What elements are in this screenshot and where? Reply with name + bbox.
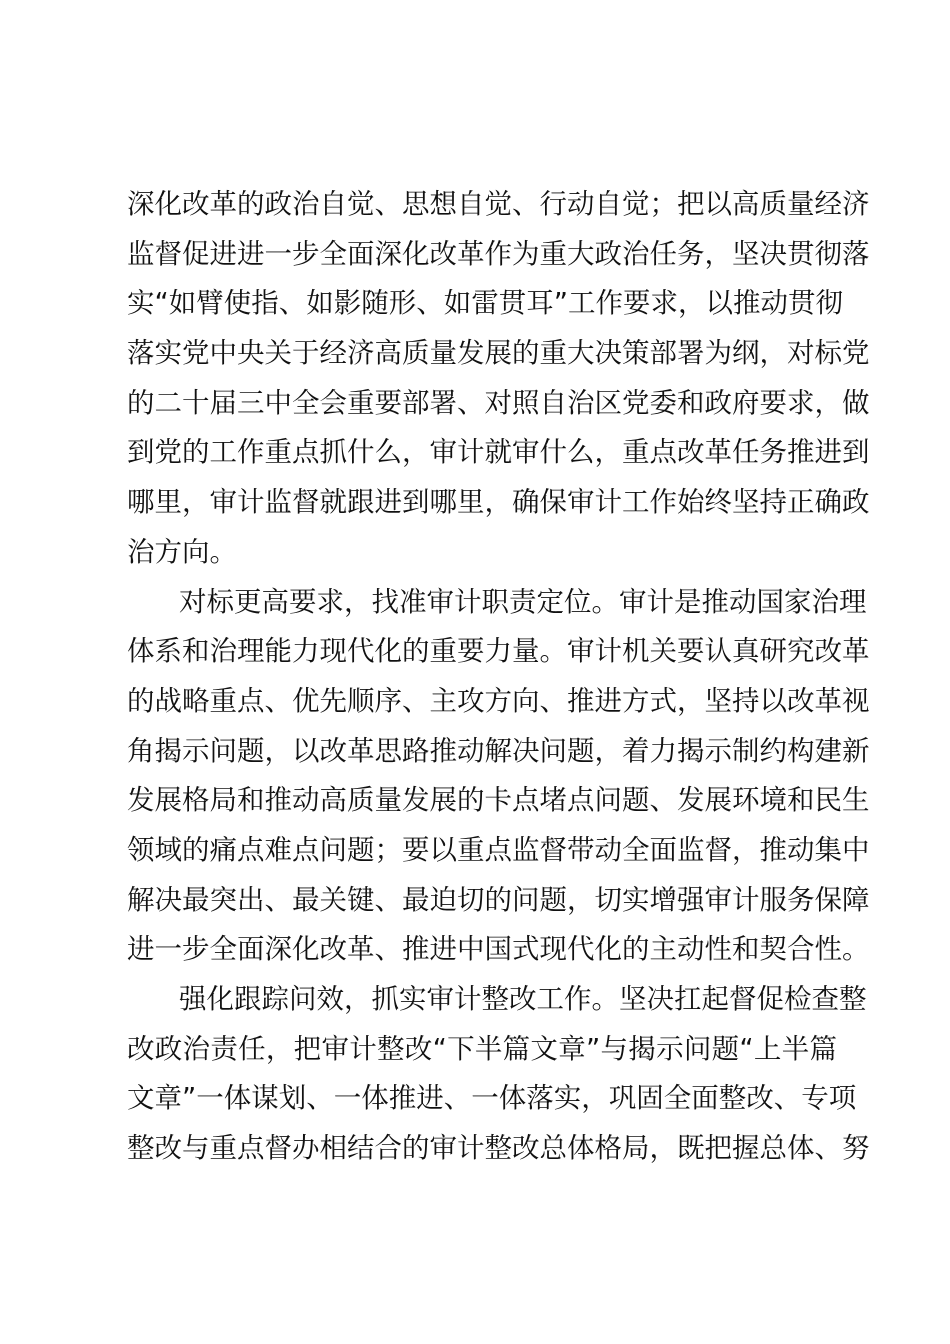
text-line: 文章”一体谋划、一体推进、一体落实，巩固全面整改、专项 [127,1082,857,1115]
paragraph-first-line: 对标更高要求，找准审计职责定位。审计是推动国家治理 [179,585,867,618]
text-line: 进一步全面深化改革、推进中国式现代化的主动性和契合性。 [127,933,870,966]
text-line: 监督促进进一步全面深化改革作为重大政治任务，坚决贯彻落 [127,237,870,270]
text-line: 改政治责任，把审计整改“下半篇文章”与揭示问题“上半篇 [127,1032,837,1065]
text-line: 治方向。 [127,535,237,568]
text-line: 到党的工作重点抓什么，审计就审什么，重点改革任务推进到 [127,436,870,469]
text-line: 领域的痛点难点问题；要以重点监督带动全面监督，推动集中 [127,833,870,866]
text-line: 落实党中央关于经济高质量发展的重大决策部署为纲，对标党 [127,337,870,370]
text-line: 角揭示问题，以改革思路推动解决问题，着力揭示制约构建新 [127,734,870,767]
text-line: 实“如臂使指、如影随形、如雷贯耳”工作要求，以推动贯彻 [127,287,843,320]
text-line: 整改与重点督办相结合的审计整改总体格局，既把握总体、努 [127,1132,870,1165]
body-text [127,180,870,1174]
text-line: 体系和治理能力现代化的重要力量。审计机关要认真研究改革 [127,635,870,668]
text-line: 深化改革的政治自觉、思想自觉、行动自觉；把以高质量经济 [127,188,870,220]
text-line: 的二十届三中全会重要部署、对照自治区党委和政府要求，做 [127,386,870,419]
text-line: 解决最突出、最关键、最迫切的问题，切实增强审计服务保障 [127,883,870,916]
text-line: 的战略重点、优先顺序、主攻方向、推进方式，坚持以改革视 [127,684,870,717]
paragraph-first-line: 强化跟踪问效，抓实审计整改工作。坚决扛起督促检查整 [179,983,867,1015]
text-line: 发展格局和推动高质量发展的卡点堵点问题、发展环境和民生 [127,784,870,817]
text-line: 哪里，审计监督就跟进到哪里，确保审计工作始终坚持正确政 [127,486,870,519]
